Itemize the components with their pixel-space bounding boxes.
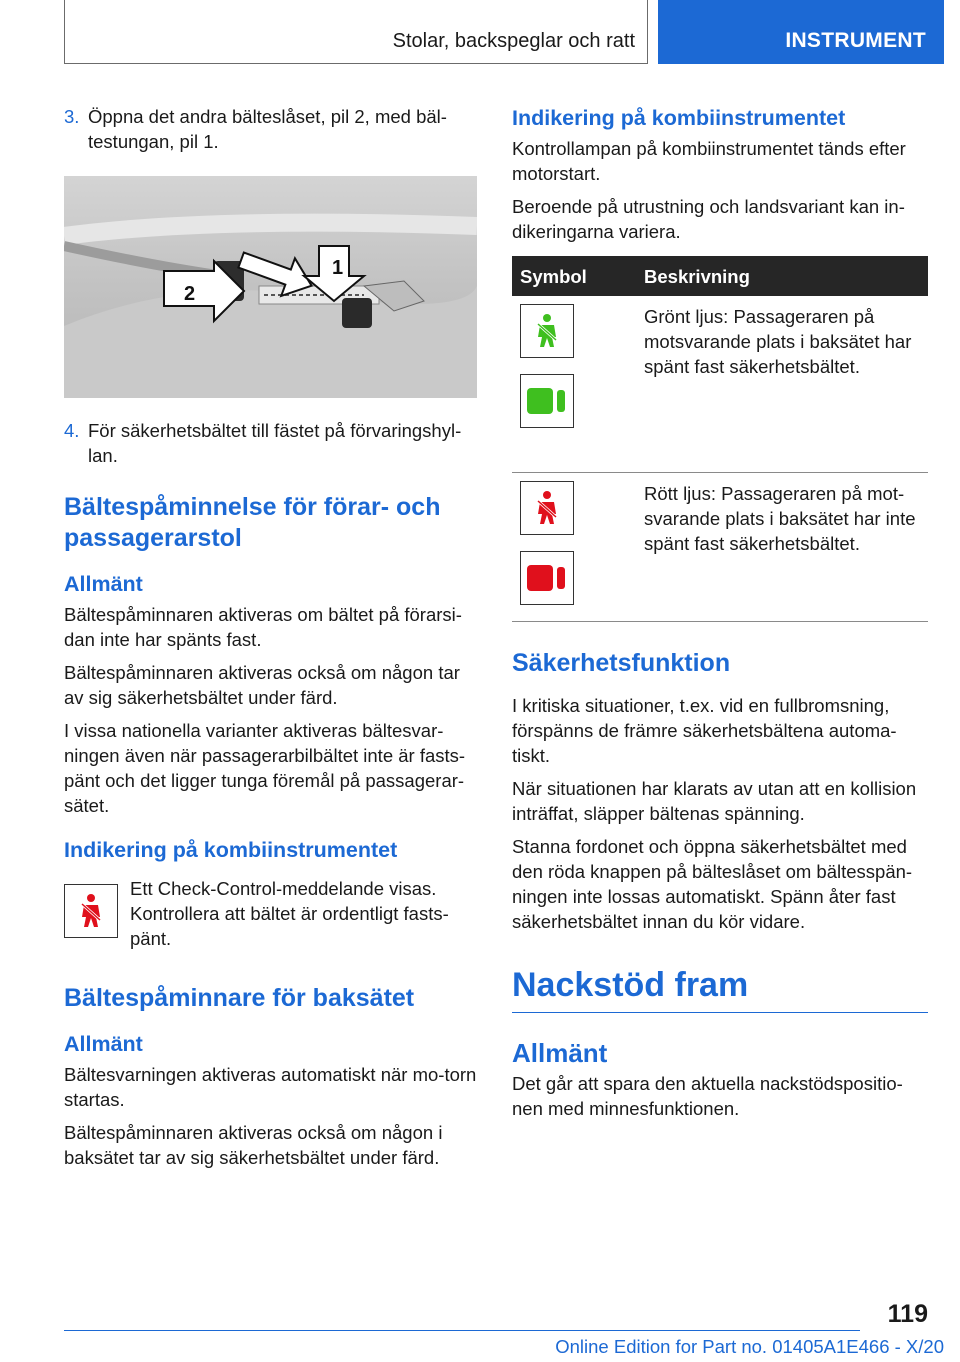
heading-general-3: Allmänt (512, 1038, 608, 1068)
heading-rear-belt-reminder: Bältespåminnare för baksätet (64, 984, 415, 1012)
step-4 (64, 418, 477, 468)
paragraph: I vissa nationella varianter aktiveras bältesvar-ningen även när passagerarbilbältet inte är fasts-pänt och det ligger tunga föremål på passagerar-sätet. (64, 720, 466, 816)
heading-driver-passenger-belt-reminder: Bältespåminnelse för förar- och passagerarstol (64, 493, 441, 552)
description-cell: Rött ljus: Passageraren på mot-svarande plats i baksätet har inte spänt fast säkerhetsbältet. (636, 473, 928, 622)
page-number: 119 (887, 1300, 928, 1328)
table-row (512, 296, 928, 473)
step-number: 3. (64, 106, 80, 127)
header-section-box (64, 0, 648, 64)
heading-general-2: Allmänt (64, 1032, 143, 1056)
heading-instrument-indication-right: Indikering på kombiinstrumentet (512, 106, 846, 130)
symbol-cell (512, 296, 636, 473)
header-chapter-tab (658, 0, 944, 64)
column-header-symbol: Symbol (512, 256, 636, 296)
left-column (64, 104, 477, 1178)
paragraph: Kontrollampan på kombiinstrumentet tänds efter motorstart. (512, 138, 906, 184)
right-column (512, 104, 928, 1129)
column-header-description: Beskrivning (636, 256, 928, 296)
paragraph: Bältespåminnaren aktiveras också om någon i baksätet tar av sig säkerhetsbältet under färd. (64, 1122, 443, 1168)
paragraph: Det går att spara den aktuella nackstödspositio-nen med minnesfunktionen. (512, 1073, 903, 1119)
paragraph: Bältespåminnaren aktiveras om bältet på förarsi-dan inte har spänts fast. (64, 604, 462, 650)
seatbelt-green-icon (520, 304, 574, 358)
heading-instrument-indication-left: Indikering på kombiinstrumentet (64, 838, 398, 862)
step-3 (64, 104, 477, 154)
seat-belt-buckle-photo (64, 176, 477, 398)
paragraph: Bältespåminnaren aktiveras också om någon tar av sig säkerhetsbältet under färd. (64, 662, 460, 708)
header-chapter-title: INSTRUMENT (785, 29, 926, 52)
paragraph: När situationen har klarats av utan att en kollision inträffat, släpper bältenas spänning. (512, 778, 917, 824)
online-edition-label: Online Edition for Part no. 01405A1E466 - X/20 (555, 1336, 944, 1357)
seat-occupied-red-icon (520, 551, 574, 605)
footer-divider (64, 1330, 860, 1331)
photo-arrow-label-2: 2 (184, 283, 196, 305)
heading-front-headrest: Nackstöd fram (512, 964, 928, 1013)
heading-general-1: Allmänt (64, 572, 143, 596)
heading-safety-function: Säkerhetsfunktion (512, 649, 731, 677)
seatbelt-red-icon (520, 481, 574, 535)
header-section-title: Stolar, backspeglar och ratt (392, 30, 635, 52)
check-control-text: Ett Check-Control-meddelande visas. Kontrollera att bältet är ordentligt fasts-pänt. (130, 878, 449, 949)
symbol-cell (512, 473, 636, 622)
seat-occupied-green-icon (520, 374, 574, 428)
indicator-table (512, 256, 928, 622)
paragraph: Bältesvarningen aktiveras automatiskt när mo-torn startas. (64, 1064, 477, 1110)
paragraph: I kritiska situationer, t.ex. vid en fullbromsning, förspänns de främre säkerhetsbältena automa-tiskt. (512, 695, 897, 766)
step-text: För säkerhetsbältet till fästet på förvaringshyl-lan. (88, 420, 462, 466)
paragraph: Beroende på utrustning och landsvariant kan in-dikeringarna variera. (512, 196, 905, 242)
table-row (512, 473, 928, 622)
photo-arrow-label-1: 1 (332, 257, 344, 279)
seatbelt-warning-icon (64, 884, 118, 938)
step-text: Öppna det andra bälteslåset, pil 2, med bäl-testungan, pil 1. (88, 106, 447, 152)
description-cell: Grönt ljus: Passageraren på motsvarande plats i baksätet har spänt fast säkerhetsbältet. (636, 296, 928, 473)
step-number: 4. (64, 420, 80, 441)
check-control-indicator-row (64, 876, 477, 951)
paragraph: Stanna fordonet och öppna säkerhetsbältet med den röda knappen på bälteslåset om bältesspän-ningen inte lossas automatiskt. Spänn åter fast säkerhetsbältet innan du kör vidare. (512, 836, 913, 932)
